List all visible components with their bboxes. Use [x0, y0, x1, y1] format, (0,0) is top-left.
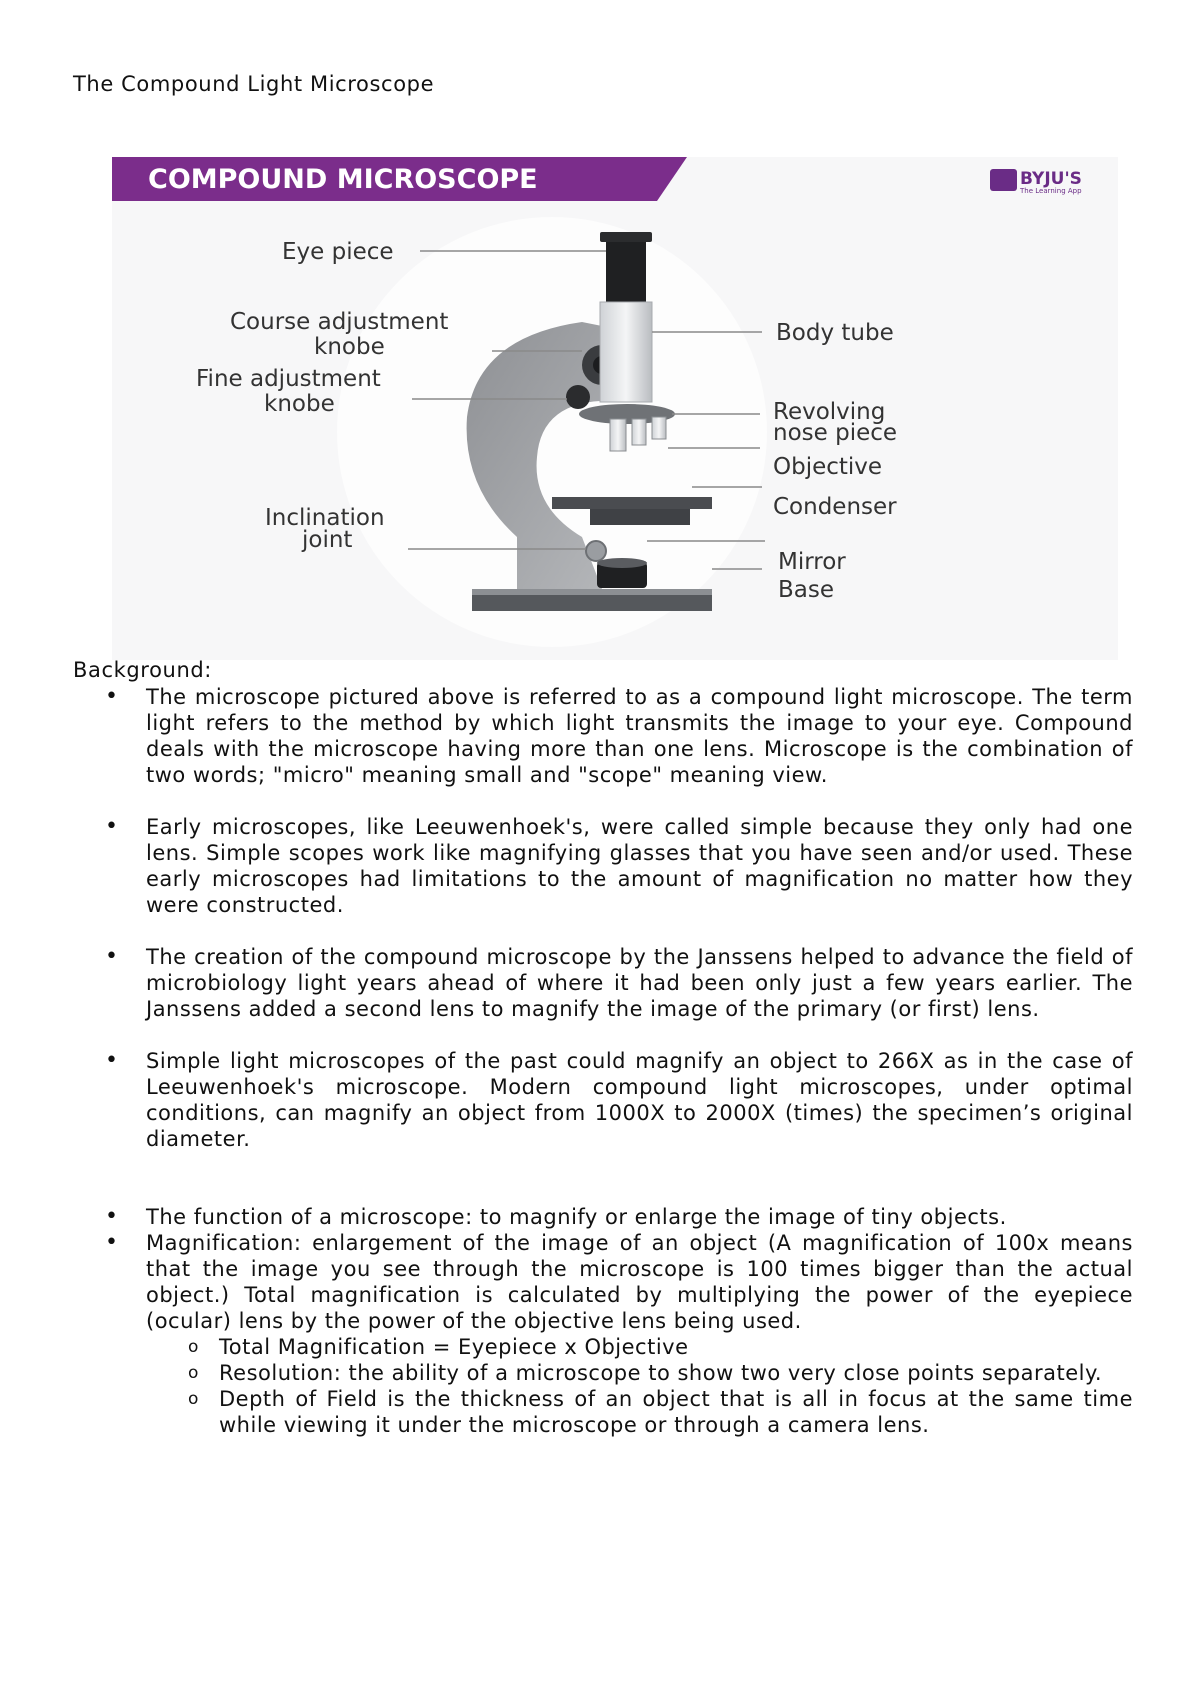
- background-list: [73, 684, 1133, 1438]
- sub-list-item: o Depth of Field is the thickness of an object that is all in focus at the same time while viewing it under the microscope or through a camera lens.: [146, 1386, 1133, 1438]
- eyepiece-part: [606, 237, 646, 302]
- label-objective: Objective: [773, 454, 883, 480]
- list-item: • Early microscopes, like Leeuwenhoek's, were called simple because they only had one lens. Simple scopes work like magnifying glasses that you have seen and/or used. These early microscopes had limitations to the amount of magnification no matter how they were constructed.: [73, 814, 1133, 918]
- label-fine-adjustment: Fine adjustment: [196, 366, 381, 392]
- list-item: • The creation of the compound microscope by the Janssens helped to advance the field of microbiology light years ahead of where it had been only just a few years earlier. The Janssens added a second lens to magnify the image of the primary (or first) lens.: [73, 944, 1133, 1022]
- label-fine-adjustment-2: knobe: [264, 391, 335, 417]
- sub-list-item: o Resolution: the ability of a microscope to show two very close points separately.: [146, 1360, 1133, 1386]
- list-item: • The function of a microscope: to magnify or enlarge the image of tiny objects.: [73, 1204, 1133, 1230]
- label-inclination-2: joint: [302, 527, 353, 553]
- brand-tagline: The Learning App: [1020, 187, 1082, 195]
- list-item-text: Magnification: enlargement of the image of an object (A magnification of 100x means that the image you see through the microscope is 100 times bigger than the actual object.) Total magnification is calculated by multiplying the power of the eyepiece (ocular) lens by the power of the objective lens being used.: [146, 1231, 1133, 1333]
- label-body-tube: Body tube: [776, 320, 894, 346]
- page-title: The Compound Light Microscope: [73, 72, 435, 96]
- section-heading: Background:: [73, 658, 212, 682]
- inclination-joint: [586, 541, 606, 561]
- label-mirror: Mirror: [778, 549, 846, 575]
- list-item: • Simple light microscopes of the past could magnify an object to 266X as in the case of Leeuwenhoek's microscope. Modern compound light microscopes, under optimal conditions, can magnify an object from 1000X to 2000X (times) the specimen’s original diameter.: [73, 1048, 1133, 1152]
- objective-lens-2: [632, 419, 646, 445]
- eyepiece-cap: [600, 232, 652, 242]
- banner-title: COMPOUND MICROSCOPE: [148, 164, 538, 195]
- label-eye-piece: Eye piece: [282, 239, 394, 265]
- stage: [552, 497, 712, 509]
- brand-name: BYJU'S: [1020, 169, 1082, 189]
- condenser-part: [590, 509, 690, 525]
- microscope-diagram: [112, 157, 1118, 660]
- label-condenser: Condenser: [773, 494, 897, 520]
- objective-lens-1: [610, 419, 626, 451]
- list-item: [73, 1230, 1133, 1438]
- label-base: Base: [778, 577, 835, 603]
- mirror-top: [597, 558, 647, 568]
- label-course-adjustment: Course adjustment: [230, 309, 449, 335]
- sub-list-item: o Total Magnification = Eyepiece x Objective: [146, 1334, 1133, 1360]
- base-top: [472, 589, 712, 595]
- label-revolving-2: nose piece: [773, 420, 898, 446]
- objective-lens-3: [652, 417, 666, 439]
- label-inclination: Inclination: [265, 505, 385, 531]
- fine-knob: [566, 385, 590, 409]
- label-revolving: Revolving: [773, 399, 886, 425]
- brand-logo-icon: [990, 169, 1017, 191]
- list-item: • The microscope pictured above is referred to as a compound light microscope. The term light refers to the method by which light transmits the image to your eye. Compound deals with the microscope having more than one lens. Microscope is the combination of two words; "micro" meaning small and "scope" meaning view.: [73, 684, 1133, 788]
- label-course-adjustment-2: knobe: [314, 334, 385, 360]
- sub-list: [146, 1334, 1133, 1438]
- body-tube-part: [600, 302, 652, 402]
- microscope-illustration: [112, 157, 1118, 660]
